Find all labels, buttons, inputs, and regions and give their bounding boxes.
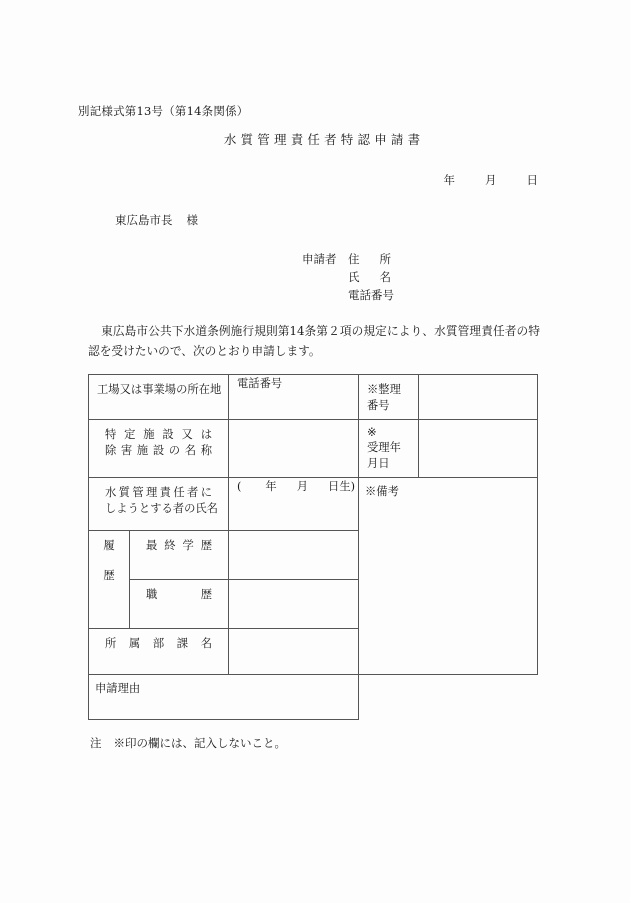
education-value <box>229 531 358 543</box>
footnote-prefix: 注 <box>90 736 102 750</box>
receipt-date-mark: ※ <box>367 426 377 439</box>
manager-name-label-line2: しようとする者の氏名 <box>105 502 218 515</box>
location-label: 工場又は事業場の所在地 <box>97 383 222 396</box>
cell-location-label <box>89 375 229 420</box>
addressee <box>115 212 198 228</box>
body-paragraph <box>88 322 540 361</box>
footnote-text: ※印の欄には、記入しないこと。 <box>113 736 286 750</box>
cell-manager-name-label <box>89 478 229 531</box>
birth-open-paren: ( <box>237 480 242 493</box>
birth-day-label: 日生) <box>328 480 356 493</box>
facility-label-line2: 除害施設の名称 <box>105 444 212 457</box>
application-form-table <box>88 374 538 720</box>
applicant-tag: 申請者 <box>302 252 337 266</box>
cell-reason[interactable] <box>89 675 359 720</box>
cell-work-history-label <box>130 580 229 629</box>
cell-receipt-date-value[interactable] <box>419 420 538 478</box>
department-value <box>229 629 358 641</box>
remarks-label: ※備考 <box>365 485 399 498</box>
cell-department-label <box>89 629 229 675</box>
facility-value <box>229 420 358 432</box>
applicant-address-label: 住所 <box>348 252 411 266</box>
location-phone-label: 電話番号 <box>237 377 283 390</box>
date-month-label: 月 <box>485 173 497 187</box>
table-row-manager-name <box>89 478 538 531</box>
reference-number-value <box>419 375 537 387</box>
addressee-honorific: 様 <box>186 213 198 227</box>
facility-label-line1: 特定施設又は <box>105 428 212 441</box>
page-title: 水質管理責任者特認申請書 <box>223 132 425 147</box>
cell-location-value[interactable] <box>229 375 359 420</box>
cell-facility-value[interactable] <box>229 420 359 478</box>
history-char-top: 履 <box>103 539 115 552</box>
table-row-facility <box>89 420 538 478</box>
cell-facility-label <box>89 420 229 478</box>
applicant-name-row <box>302 268 411 286</box>
date-day-label: 日 <box>526 173 538 187</box>
receipt-date-label: 受理年月日 <box>367 441 401 470</box>
manager-name-label-line1: 水質管理責任者に <box>105 486 212 499</box>
education-label: 最終学歴 <box>146 539 212 552</box>
cell-remarks[interactable] <box>359 478 538 675</box>
cell-manager-name-value[interactable] <box>229 478 359 531</box>
cell-history-group-label <box>89 531 130 629</box>
addressee-name: 東広島市長 <box>115 213 173 227</box>
applicant-address-row <box>302 250 411 268</box>
receipt-date-value <box>419 420 537 432</box>
applicant-name-label: 氏名 <box>348 270 411 284</box>
reason-label: 申請理由 <box>95 682 141 695</box>
applicant-phone-row <box>302 286 404 304</box>
department-label: 所属部課名 <box>105 637 212 650</box>
cell-work-history-value[interactable] <box>229 580 359 629</box>
work-history-value <box>229 580 358 592</box>
applicant-phone-label: 電話番号 <box>348 288 394 302</box>
birthdate-line <box>229 478 358 499</box>
table-row-reason <box>89 675 538 720</box>
cell-department-value[interactable] <box>229 629 359 675</box>
date-line <box>0 172 538 188</box>
footnote <box>90 735 286 751</box>
table-row-location <box>89 375 538 420</box>
body-paragraph-text: 東広島市公共下水道条例施行規則第14条第２項の規定により、水質管理責任者の特認を受けたいので、次のとおり申請します。 <box>88 324 540 358</box>
birth-year-label: 年 <box>265 480 277 493</box>
form-number: 別記様式第13号（第14条関係） <box>78 104 249 118</box>
applicant-block <box>302 250 411 304</box>
work-history-label: 職歴 <box>146 588 212 601</box>
cell-reference-number-value[interactable] <box>419 375 538 420</box>
cell-receipt-date-label <box>359 420 419 478</box>
history-char-bottom: 歴 <box>103 569 115 582</box>
cell-education-value[interactable] <box>229 531 359 580</box>
cell-reference-number-label <box>359 375 419 420</box>
birth-month-label: 月 <box>296 480 309 493</box>
reference-number-label: ※整理番号 <box>367 383 401 412</box>
date-year-label: 年 <box>443 173 455 187</box>
cell-education-label <box>130 531 229 580</box>
